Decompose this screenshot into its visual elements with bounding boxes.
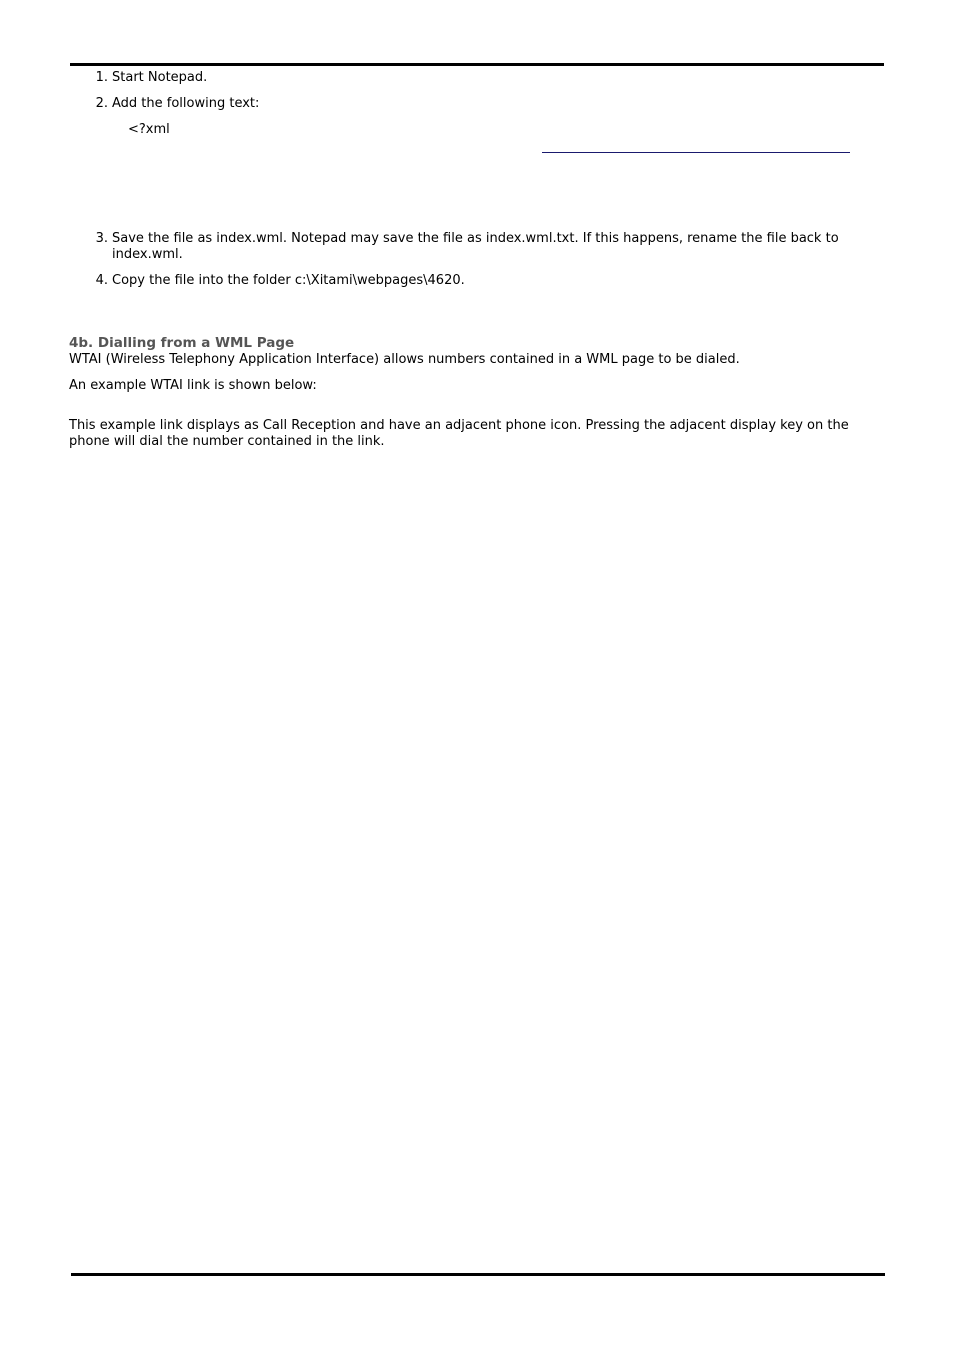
step-text-continued: index.wml.: [112, 247, 183, 262]
step-text: Start Notepad.: [112, 70, 208, 85]
step-text: Add the following text:: [112, 96, 260, 111]
step-number: 3.: [95, 231, 108, 246]
step-text: Copy the file into the folder c:\Xitami\webpages\4620.: [112, 273, 465, 288]
footer-rule: [71, 1273, 885, 1276]
paragraph: An example WTAI link is shown below:: [69, 378, 317, 393]
step-number: 2.: [95, 96, 108, 111]
paragraph-continued: phone will dial the number contained in the link.: [69, 434, 385, 449]
section-heading: 4b. Dialling from a WML Page: [69, 335, 295, 351]
step-number: 4.: [95, 273, 108, 288]
step-number: 1.: [95, 70, 108, 85]
code-link-underline: [542, 152, 850, 153]
code-snippet: <?xml: [128, 122, 170, 137]
step-text: Save the file as index.wml. Notepad may save the file as index.wml.txt. If this happens, rename the file back to: [112, 231, 839, 246]
paragraph: WTAI (Wireless Telephony Application Interface) allows numbers contained in a WML page to be dialed.: [69, 352, 740, 367]
header-rule: [70, 63, 884, 66]
paragraph: This example link displays as Call Reception and have an adjacent phone icon. Pressing the adjacent display key on the: [69, 418, 849, 433]
